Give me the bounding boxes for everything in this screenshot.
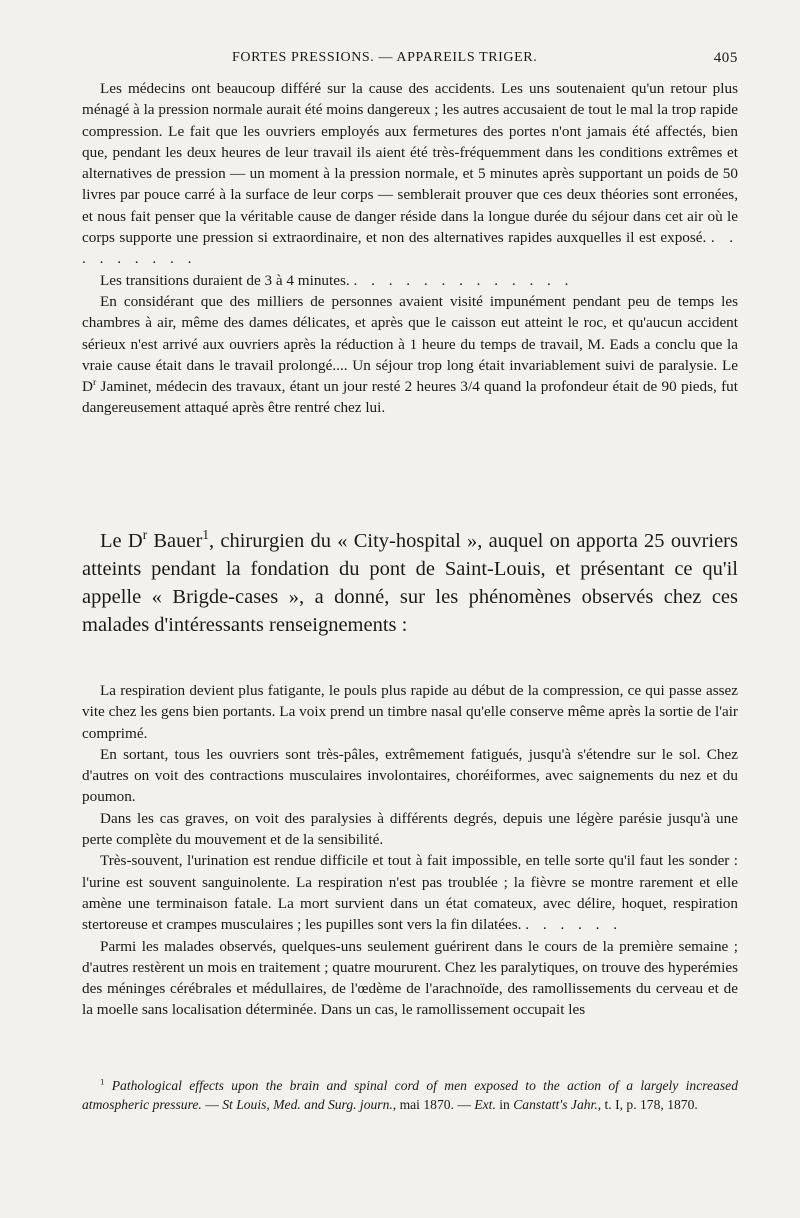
paragraph: Les médecins ont beaucoup différé sur la cause des accidents. Les uns soutenaient qu'un retour plus ménagé à la pression normale aurait été moins dangereux ; les autres accusaient de tout le mal la trop rapide compression. Le fait que les ouvriers employés aux fermetures des portes n'ont jamais été affectés, bien que, pendant les deux heures de leur travail ils aient été très-fréquemment dans les conditions extrêmes et alternatives de pression — un moment à la pression normale, et 5 minutes après supportant un poids de 50 livres par pouce carré à la surface de leur corps — semblerait prouver que ces deux théories sont erronées, et nous fait penser que la véritable cause de danger réside dans la longue durée du séjour dans cet air où le corps supporte une pression si extraordinaire, et non des alternatives rapides auxquelles il est exposé. . . . . . . . . . (82, 80, 738, 268)
dot-leader: . . . . . . . . . (82, 229, 738, 268)
paragraph: Très-souvent, l'urination est rendue difficile et tout à fait impossible, en telle sorte qu'il faut les sonder : l'urine est souvent sanguinolente. La respiration n'est pas troublée ; la fièvre se montre rarement et elle amène une terminaison fatale. La mort survient dans un état comateux, avec délire, hoquet, respiration stertoreuse et crampes musculaires ; les pupilles sont vers la fin dilatées. . . . . . . (82, 852, 738, 934)
lead-paragraph: Le $D^r$ Bauer$^1$, chirurgien du « City-hospital », auquel on apporta 25 ouvriers atteints pendant la fondation du pont de Saint-Louis, et présentant ce qu'il appelle « Brigde-cases », a donné, sur les phénomènes observés chez ces malades d'intéressants renseignements : (82, 527, 738, 636)
paragraph: En sortant, tous les ouvriers sont très-pâles, extrêmement fatigués, jusqu'à s'étendre sur le sol. Chez d'autres on voit des contractions musculaires involontaires, choréiformes, avec saignements du nez et du poumon. (82, 745, 738, 806)
footnote: $^1$ Pathological effects upon the brain and spinal cord of men exposed to the action of a largely increased atmospheric pressure. — St Louis, Med. and Surg. journ., mai 1870. — Ext. in Canstatt's Jahr., t. I, p. 178, 1870. (82, 1076, 738, 1112)
paragraph: En considérant que des milliers de personnes avaient visité impunément pendant peu de temps les chambres à air, même des dames délicates, et après que le caisson eut atteint le roc, et qu'aucun accident sérieux n'est arrivé aux ouvriers après la réduction à 1 heure du temps de travail, M. Eads a conclu que la vraie cause était dans le travail prolongé.... Un séjour trop long était invariablement suivi de paralysie. Le $D^r$ Jaminet, médecin des travaux, étant un jour resté 2 heures 3/4 quand la profondeur était de 90 pieds, fut dangereusement attaqué après être rentré chez lui. (82, 292, 738, 417)
footnote-marker: 1 (100, 1076, 105, 1087)
paragraph: Dans les cas graves, on voit des paralysies à différents degrés, depuis une légère parésie jusqu'à une perte complète du mouvement et de la sensibilité. (82, 809, 738, 849)
footnote-ref: 1 (202, 527, 209, 543)
running-header (82, 50, 738, 72)
paragraph: La respiration devient plus fatigante, le pouls plus rapide au début de la compression, ce qui passe assez vite chez les gens bien portants. La voix prend un timbre nasal qu'elle conserve même après la sortie de l'air comprimé. (82, 682, 738, 742)
dot-leader: . . . . . . . . . . . . . (353, 271, 574, 289)
page-number: 405 (713, 50, 738, 66)
dot-leader: . . . . . . (525, 916, 623, 934)
running-title: FORTES PRESSIONS. — APPAREILS TRIGER. (232, 50, 538, 65)
text-block-accidents (82, 78, 738, 419)
text-block-symptoms (82, 680, 738, 1021)
paragraph: Parmi les malades observés, quelques-uns seulement guérirent dans le cours de la première semaine ; d'autres restèrent un mois en traitement ; quatre moururent. Chez les paralytiques, on trouve des hyperémies des méninges cérébrales et médullaires, de l'œdème de l'arachnoïde, des ramollissements du cerveau et de la moelle sans localisation déterminée. Dans un cas, le ramollissement occupait les (82, 937, 739, 1019)
paragraph: Les transitions duraient de 3 à 4 minutes. . . . . . . . . . . . . . (100, 271, 574, 289)
